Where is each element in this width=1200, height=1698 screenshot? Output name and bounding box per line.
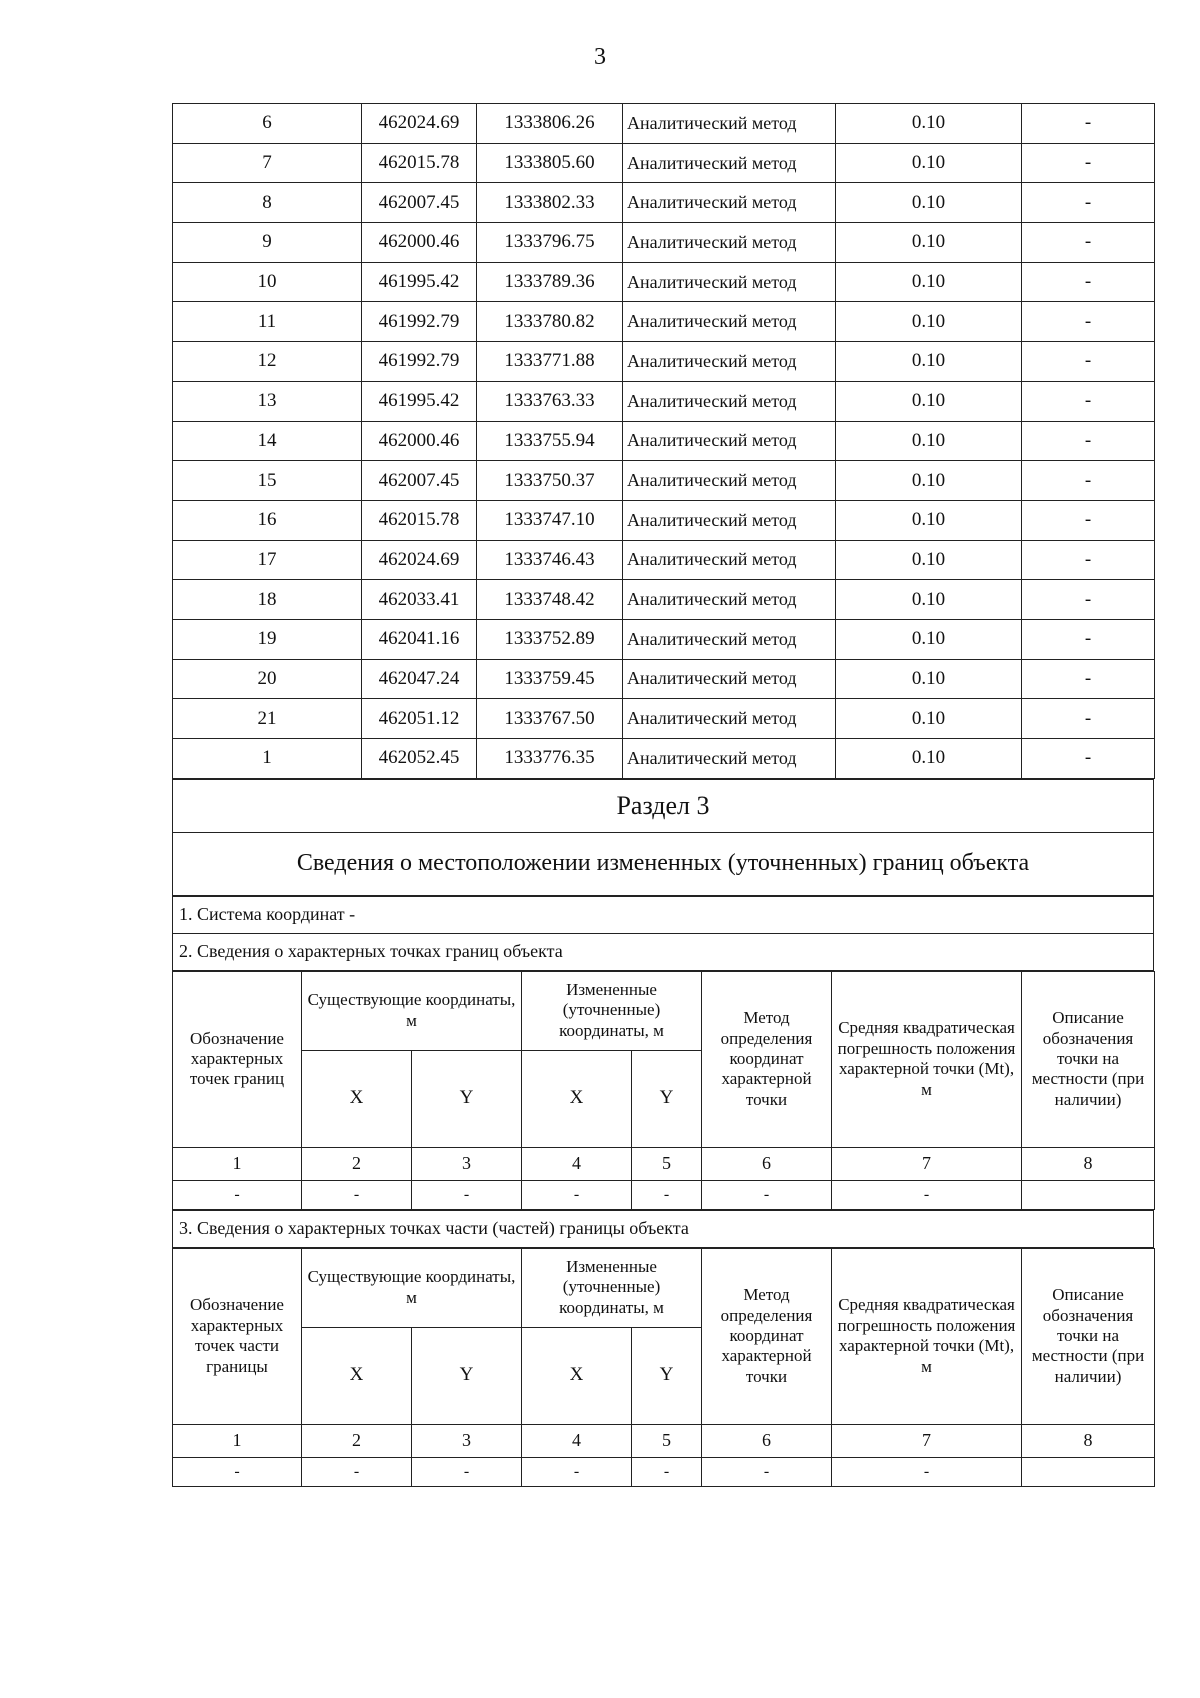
description-cell: -	[1022, 739, 1155, 779]
col-number: 1	[173, 1424, 302, 1457]
table-row	[173, 302, 1155, 342]
mt-cell: 0.10	[836, 342, 1022, 382]
mt-cell: 0.10	[836, 461, 1022, 501]
point-number-cell: 19	[173, 619, 362, 659]
x-coordinate-cell: 462015.78	[362, 500, 477, 540]
col-number: 8	[1022, 1147, 1155, 1180]
document-sheet	[172, 103, 1154, 1487]
col-method: Метод определения координат характерной точки	[702, 1248, 832, 1424]
y-coordinate-cell: 1333771.88	[477, 342, 623, 382]
col-changed-y: Y	[632, 1327, 702, 1424]
point-number-cell: 10	[173, 262, 362, 302]
x-coordinate-cell: 462000.46	[362, 223, 477, 263]
section-heading	[172, 779, 1154, 896]
table-row	[173, 262, 1155, 302]
col-changed-y: Y	[632, 1050, 702, 1147]
x-coordinate-cell: 462052.45	[362, 739, 477, 779]
col-number: 2	[302, 1147, 412, 1180]
mt-cell: 0.10	[836, 500, 1022, 540]
mt-cell: 0.10	[836, 223, 1022, 263]
mt-cell: 0.10	[836, 143, 1022, 183]
x-coordinate-cell: 462033.41	[362, 580, 477, 620]
description-cell: -	[1022, 104, 1155, 144]
y-coordinate-cell: 1333805.60	[477, 143, 623, 183]
description-cell: -	[1022, 143, 1155, 183]
x-coordinate-cell: 462015.78	[362, 143, 477, 183]
x-coordinate-cell: 461992.79	[362, 342, 477, 382]
coordinate-system-row	[172, 896, 1154, 971]
point-number-cell: 11	[173, 302, 362, 342]
description-cell: -	[1022, 659, 1155, 699]
coordinate-system-label: 1. Система координат -	[173, 896, 1154, 933]
mt-cell: 0.10	[836, 619, 1022, 659]
table-row	[173, 104, 1155, 144]
col-point-designation: Обозначение характерных точек границ	[173, 971, 302, 1147]
col-changed-x: X	[522, 1327, 632, 1424]
description-cell: -	[1022, 223, 1155, 263]
column-numbers-row	[173, 1147, 1155, 1180]
method-cell: Аналитический метод	[623, 421, 836, 461]
boundary-points-label: 2. Сведения о характерных точках границ объекта	[173, 933, 1154, 970]
empty-cell: -	[173, 1180, 302, 1209]
col-number: 3	[412, 1147, 522, 1180]
point-number-cell: 21	[173, 699, 362, 739]
point-number-cell: 14	[173, 421, 362, 461]
empty-cell: -	[412, 1180, 522, 1209]
col-number: 5	[632, 1424, 702, 1457]
description-cell: -	[1022, 540, 1155, 580]
col-existing-coords: Существующие координаты, м	[302, 971, 522, 1050]
method-cell: Аналитический метод	[623, 699, 836, 739]
method-cell: Аналитический метод	[623, 342, 836, 382]
y-coordinate-cell: 1333747.10	[477, 500, 623, 540]
col-method: Метод определения координат характерной точки	[702, 971, 832, 1147]
y-coordinate-cell: 1333789.36	[477, 262, 623, 302]
empty-cell: -	[173, 1457, 302, 1486]
mt-cell: 0.10	[836, 104, 1022, 144]
col-number: 6	[702, 1424, 832, 1457]
empty-cell: -	[302, 1457, 412, 1486]
point-number-cell: 7	[173, 143, 362, 183]
method-cell: Аналитический метод	[623, 183, 836, 223]
col-number: 5	[632, 1147, 702, 1180]
col-description: Описание обозначения точки на местности (при наличии)	[1022, 1248, 1155, 1424]
mt-cell: 0.10	[836, 580, 1022, 620]
col-mt: Средняя квадратическая погрешность положения характерной точки (Mt), м	[832, 971, 1022, 1147]
table-row	[173, 461, 1155, 501]
empty-cell: -	[832, 1457, 1022, 1486]
col-number: 1	[173, 1147, 302, 1180]
col-existing-x: X	[302, 1327, 412, 1424]
table-row	[173, 183, 1155, 223]
empty-cell: -	[522, 1457, 632, 1486]
table-row	[173, 500, 1155, 540]
description-cell: -	[1022, 421, 1155, 461]
method-cell: Аналитический метод	[623, 262, 836, 302]
table-row	[173, 580, 1155, 620]
col-mt: Средняя квадратическая погрешность положения характерной точки (Mt), м	[832, 1248, 1022, 1424]
empty-cell: -	[702, 1457, 832, 1486]
method-cell: Аналитический метод	[623, 223, 836, 263]
section-subtitle: Сведения о местоположении измененных (уточненных) границ объекта	[173, 832, 1154, 895]
point-number-cell: 15	[173, 461, 362, 501]
table-row	[173, 699, 1155, 739]
empty-data-row	[173, 1457, 1155, 1486]
method-cell: Аналитический метод	[623, 143, 836, 183]
table-row	[173, 421, 1155, 461]
part-boundary-points-table	[172, 1248, 1155, 1487]
col-number: 4	[522, 1147, 632, 1180]
coordinates-table	[172, 103, 1155, 779]
empty-cell: -	[302, 1180, 412, 1209]
y-coordinate-cell: 1333763.33	[477, 381, 623, 421]
mt-cell: 0.10	[836, 421, 1022, 461]
y-coordinate-cell: 1333796.75	[477, 223, 623, 263]
x-coordinate-cell: 461995.42	[362, 262, 477, 302]
table-row	[173, 342, 1155, 382]
point-number-cell: 8	[173, 183, 362, 223]
point-number-cell: 9	[173, 223, 362, 263]
col-number: 7	[832, 1147, 1022, 1180]
col-changed-coords: Измененные (уточненные) координаты, м	[522, 1248, 702, 1327]
mt-cell: 0.10	[836, 302, 1022, 342]
description-cell: -	[1022, 381, 1155, 421]
table-row	[173, 143, 1155, 183]
x-coordinate-cell: 462007.45	[362, 183, 477, 223]
x-coordinate-cell: 462024.69	[362, 104, 477, 144]
mt-cell: 0.10	[836, 540, 1022, 580]
x-coordinate-cell: 462007.45	[362, 461, 477, 501]
y-coordinate-cell: 1333776.35	[477, 739, 623, 779]
description-cell: -	[1022, 302, 1155, 342]
empty-cell: -	[702, 1180, 832, 1209]
col-number: 4	[522, 1424, 632, 1457]
point-number-cell: 12	[173, 342, 362, 382]
col-existing-y: Y	[412, 1327, 522, 1424]
point-number-cell: 16	[173, 500, 362, 540]
table-row	[173, 619, 1155, 659]
mt-cell: 0.10	[836, 183, 1022, 223]
method-cell: Аналитический метод	[623, 619, 836, 659]
col-existing-coords: Существующие координаты, м	[302, 1248, 522, 1327]
point-number-cell: 20	[173, 659, 362, 699]
mt-cell: 0.10	[836, 381, 1022, 421]
empty-cell: -	[832, 1180, 1022, 1209]
table-row	[173, 540, 1155, 580]
col-number: 3	[412, 1424, 522, 1457]
method-cell: Аналитический метод	[623, 659, 836, 699]
part-boundary-row	[172, 1210, 1154, 1248]
column-numbers-row	[173, 1424, 1155, 1457]
x-coordinate-cell: 462041.16	[362, 619, 477, 659]
empty-cell: -	[632, 1180, 702, 1209]
mt-cell: 0.10	[836, 262, 1022, 302]
description-cell: -	[1022, 183, 1155, 223]
description-cell: -	[1022, 342, 1155, 382]
y-coordinate-cell: 1333750.37	[477, 461, 623, 501]
y-coordinate-cell: 1333752.89	[477, 619, 623, 659]
method-cell: Аналитический метод	[623, 739, 836, 779]
method-cell: Аналитический метод	[623, 580, 836, 620]
col-changed-x: X	[522, 1050, 632, 1147]
col-point-designation: Обозначение характерных точек части границы	[173, 1248, 302, 1424]
y-coordinate-cell: 1333748.42	[477, 580, 623, 620]
method-cell: Аналитический метод	[623, 500, 836, 540]
y-coordinate-cell: 1333746.43	[477, 540, 623, 580]
table-row	[173, 739, 1155, 779]
empty-cell: -	[632, 1457, 702, 1486]
col-changed-coords: Измененные (уточненные) координаты, м	[522, 971, 702, 1050]
point-number-cell: 1	[173, 739, 362, 779]
x-coordinate-cell: 462024.69	[362, 540, 477, 580]
col-existing-y: Y	[412, 1050, 522, 1147]
x-coordinate-cell: 462000.46	[362, 421, 477, 461]
section-title: Раздел 3	[173, 779, 1154, 832]
description-cell: -	[1022, 699, 1155, 739]
mt-cell: 0.10	[836, 699, 1022, 739]
col-number: 7	[832, 1424, 1022, 1457]
y-coordinate-cell: 1333802.33	[477, 183, 623, 223]
empty-cell: -	[412, 1457, 522, 1486]
part-boundary-label: 3. Сведения о характерных точках части (частей) границы объекта	[173, 1210, 1154, 1247]
col-existing-x: X	[302, 1050, 412, 1147]
col-number: 2	[302, 1424, 412, 1457]
x-coordinate-cell: 462051.12	[362, 699, 477, 739]
col-number: 6	[702, 1147, 832, 1180]
y-coordinate-cell: 1333780.82	[477, 302, 623, 342]
col-description: Описание обозначения точки на местности (при наличии)	[1022, 971, 1155, 1147]
method-cell: Аналитический метод	[623, 104, 836, 144]
description-cell: -	[1022, 500, 1155, 540]
point-number-cell: 6	[173, 104, 362, 144]
x-coordinate-cell: 461992.79	[362, 302, 477, 342]
col-number: 8	[1022, 1424, 1155, 1457]
method-cell: Аналитический метод	[623, 540, 836, 580]
description-cell: -	[1022, 262, 1155, 302]
x-coordinate-cell: 461995.42	[362, 381, 477, 421]
y-coordinate-cell: 1333755.94	[477, 421, 623, 461]
method-cell: Аналитический метод	[623, 302, 836, 342]
page-number: 3	[594, 44, 606, 70]
empty-cell	[1022, 1180, 1155, 1209]
description-cell: -	[1022, 619, 1155, 659]
point-number-cell: 18	[173, 580, 362, 620]
empty-data-row	[173, 1180, 1155, 1209]
empty-cell	[1022, 1457, 1155, 1486]
description-cell: -	[1022, 580, 1155, 620]
x-coordinate-cell: 462047.24	[362, 659, 477, 699]
mt-cell: 0.10	[836, 659, 1022, 699]
empty-cell: -	[522, 1180, 632, 1209]
table-row	[173, 223, 1155, 263]
boundary-points-table	[172, 971, 1155, 1210]
point-number-cell: 13	[173, 381, 362, 421]
y-coordinate-cell: 1333759.45	[477, 659, 623, 699]
y-coordinate-cell: 1333806.26	[477, 104, 623, 144]
table-row	[173, 659, 1155, 699]
method-cell: Аналитический метод	[623, 461, 836, 501]
description-cell: -	[1022, 461, 1155, 501]
mt-cell: 0.10	[836, 739, 1022, 779]
method-cell: Аналитический метод	[623, 381, 836, 421]
point-number-cell: 17	[173, 540, 362, 580]
table-row	[173, 381, 1155, 421]
y-coordinate-cell: 1333767.50	[477, 699, 623, 739]
